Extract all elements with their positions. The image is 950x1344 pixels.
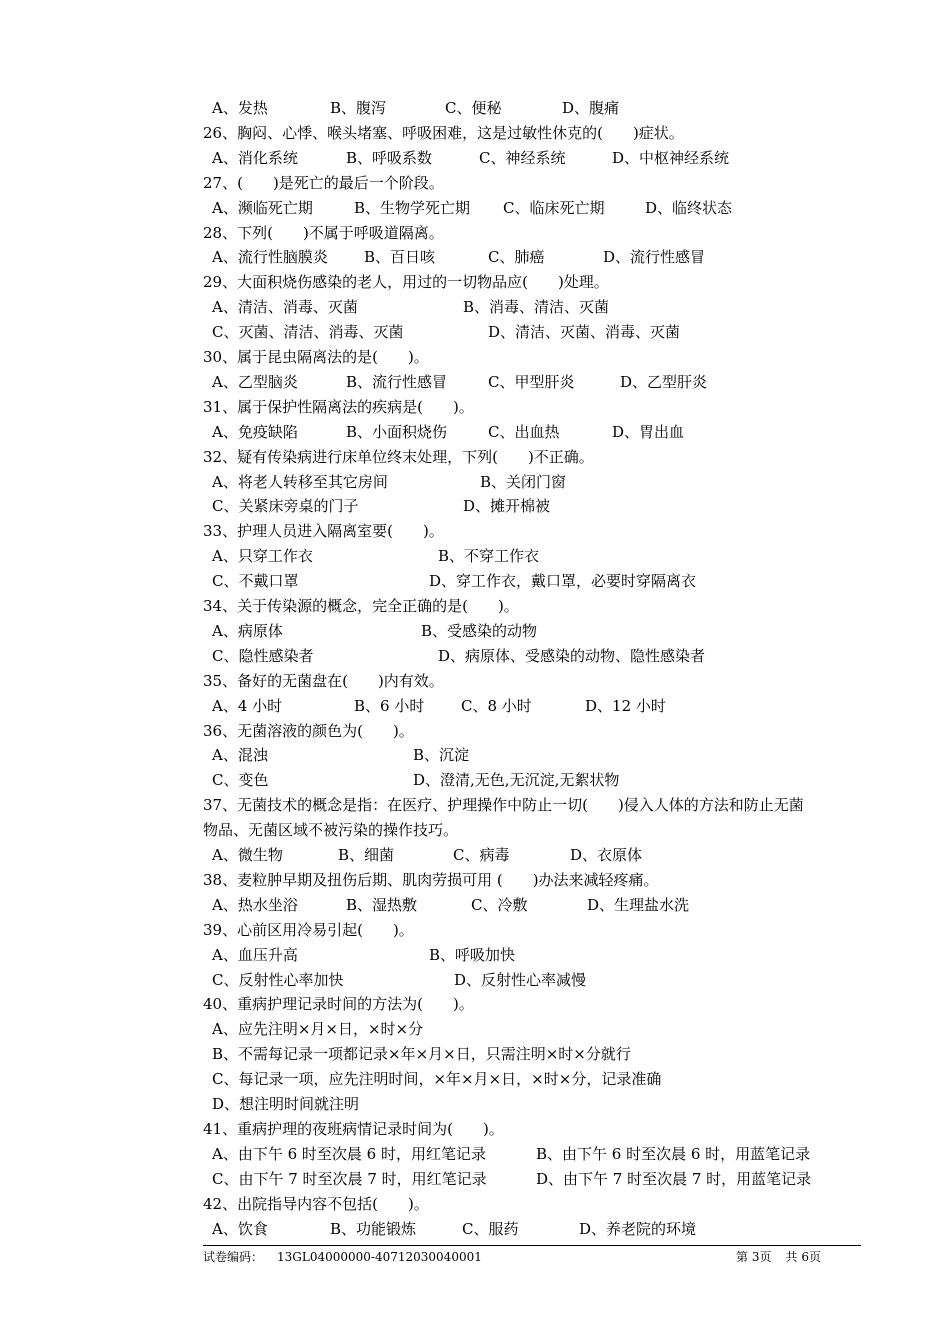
answer-option: D、养老院的环境 — [579, 1219, 697, 1238]
answer-option: A、乙型脑炎 — [212, 372, 298, 391]
answer-option: D、中枢神经系统 — [612, 148, 730, 167]
answer-option: D、生理盐水洗 — [587, 895, 690, 914]
option-row — [0, 644, 950, 669]
answer-option: D、腹痛 — [562, 99, 620, 117]
answer-option: A、应先注明×月×日，×时×分 — [212, 1020, 424, 1039]
answer-option: C、临床死亡期 — [503, 198, 605, 217]
answer-option: C、关紧床旁桌的门子 — [212, 497, 359, 516]
answer-option: C、灭菌、清洁、消毒、灭菌 — [212, 323, 404, 342]
option-row — [0, 96, 950, 121]
answer-option: A、濒临死亡期 — [212, 198, 313, 217]
question-text: 39、心前区用冷易引起( )。 — [203, 920, 414, 939]
answer-option: D、反射性心率减慢 — [454, 970, 587, 989]
answer-option: B、不穿工作衣 — [438, 547, 540, 566]
page-number: 第 3页 共 6页 — [736, 1250, 821, 1264]
answer-option: C、病毒 — [453, 846, 510, 864]
answer-option: B、不需每记录一项都记录×年×月×日，只需注明×时×分就行 — [212, 1045, 631, 1064]
answer-option: C、由下午 7 时至次晨 7 时，用红笔记录 — [212, 1169, 487, 1188]
question-text: 26、胸闷、心悸、喉头堵塞、呼吸困难，这是过敏性休克的( )症状。 — [203, 123, 684, 142]
answer-option: A、免疫缺陷 — [212, 422, 298, 441]
answer-option: D、想注明时间就注明 — [212, 1095, 360, 1113]
question-text: 34、关于传染源的概念，完全正确的是( )。 — [203, 597, 519, 615]
answer-option: D、12 小时 — [585, 696, 666, 715]
paper-code-value: 13GL04000000-40712030040001 — [277, 1250, 482, 1264]
option-row — [0, 694, 950, 719]
answer-option: C、隐性感染者 — [212, 646, 314, 665]
answer-option: D、穿工作衣，戴口罩，必要时穿隔离衣 — [429, 572, 697, 591]
answer-option: A、消化系统 — [212, 148, 298, 167]
question-text: 27、( )是死亡的最后一个阶段。 — [203, 173, 444, 192]
answer-option: D、摊开棉被 — [463, 497, 551, 516]
answer-option: B、消毒、清洁、灭菌 — [463, 298, 610, 317]
answer-option: D、衣原体 — [570, 846, 643, 864]
answer-option: A、热水坐浴 — [212, 895, 298, 914]
answer-option: A、由下午 6 时至次晨 6 时，用红笔记录 — [212, 1144, 486, 1163]
option-row — [0, 196, 950, 221]
option-row — [0, 544, 950, 569]
option-row — [0, 569, 950, 594]
answer-option: B、功能锻炼 — [330, 1219, 417, 1238]
question-text: 42、出院指导内容不包括( )。 — [203, 1194, 429, 1213]
question-text: 31、属于保护性隔离法的疾病是( )。 — [203, 397, 474, 416]
answer-option: C、每记录一项，应先注明时间，×年×月×日，×时×分，记录准确 — [212, 1070, 662, 1089]
question-text: 32、疑有传染病进行床单位终末处理，下列( )不正确。 — [203, 447, 594, 466]
answer-option: B、沉淀 — [413, 746, 470, 765]
answer-option: A、血压升高 — [212, 945, 298, 964]
question-text: 37、无菌技术的概念是指：在医疗、护理操作中防止一切( )侵入人体的方法和防止无菌 — [203, 796, 804, 815]
answer-option: B、湿热敷 — [346, 895, 418, 914]
answer-option: A、清洁、消毒、灭菌 — [212, 298, 358, 317]
answer-option: C、反射性心率加快 — [212, 970, 344, 989]
option-row — [0, 245, 950, 270]
option-row — [0, 320, 950, 345]
answer-option: A、只穿工作衣 — [212, 547, 313, 566]
option-row — [0, 968, 950, 993]
answer-option: D、清洁、灭菌、消毒、灭菌 — [488, 323, 681, 342]
option-row — [0, 1167, 950, 1192]
answer-option: B、腹泻 — [330, 99, 387, 117]
answer-option: B、由下午 6 时至次晨 6 时，用蓝笔记录 — [536, 1144, 811, 1163]
option-row — [0, 295, 950, 320]
question-text: 28、下列( )不属于呼吸道隔离。 — [203, 223, 444, 242]
question-text: 33、护理人员进入隔离室要( )。 — [203, 522, 444, 541]
option-row — [0, 420, 950, 445]
answer-option: B、细菌 — [338, 846, 395, 864]
answer-option: D、病原体、受感染的动物、隐性感染者 — [438, 646, 706, 665]
question-text: 29、大面积烧伤感染的老人，用过的一切物品应( )处理。 — [203, 273, 609, 292]
answer-option: C、出血热 — [488, 422, 560, 441]
answer-option: B、呼吸系数 — [346, 148, 433, 167]
option-row — [0, 146, 950, 171]
question-text: 40、重病护理记录时间的方法为( )。 — [203, 995, 474, 1014]
answer-option: A、发热 — [212, 99, 268, 117]
answer-option: C、8 小时 — [461, 696, 532, 715]
answer-option: D、临终状态 — [645, 198, 733, 217]
option-row — [0, 1142, 950, 1167]
answer-option: B、6 小时 — [354, 696, 425, 715]
answer-option: D、流行性感冒 — [603, 248, 706, 267]
answer-option: A、流行性脑膜炎 — [212, 248, 328, 267]
current-page: 3 — [751, 1250, 760, 1264]
answer-option: C、服药 — [462, 1219, 519, 1238]
option-row — [0, 1092, 950, 1117]
answer-option: A、混浊 — [212, 746, 268, 765]
answer-option: D、乙型肝炎 — [620, 372, 708, 391]
answer-option: C、不戴口罩 — [212, 572, 299, 591]
answer-option: C、便秘 — [445, 99, 502, 117]
answer-option: D、澄清,无色,无沉淀,无絮状物 — [413, 771, 620, 790]
answer-option: C、变色 — [212, 771, 269, 790]
answer-option: B、流行性感冒 — [346, 372, 448, 391]
answer-option: A、将老人转移至其它房间 — [212, 472, 388, 491]
option-row — [0, 743, 950, 768]
answer-option: B、百日咳 — [364, 248, 436, 267]
answer-option: A、微生物 — [212, 846, 283, 864]
question-text: 41、重病护理的夜班病情记录时间为( )。 — [203, 1119, 504, 1138]
option-row — [0, 943, 950, 968]
question-text: 35、备好的无菌盘在( )内有效。 — [203, 671, 444, 690]
question-text: 物品、无菌区域不被污染的操作技巧。 — [203, 821, 459, 840]
answer-option: C、甲型肝炎 — [488, 372, 575, 391]
paper-code — [203, 1249, 482, 1265]
question-text: 36、无菌溶液的颜色为( )。 — [203, 721, 414, 740]
option-row — [0, 370, 950, 395]
answer-option: A、饮食 — [212, 1219, 268, 1238]
answer-option: B、关闭门窗 — [480, 472, 567, 491]
option-row — [0, 1042, 950, 1067]
option-row — [0, 470, 950, 495]
option-row — [0, 768, 950, 793]
answer-option: A、4 小时 — [212, 696, 283, 715]
footer-divider — [203, 1245, 861, 1246]
option-row — [0, 494, 950, 519]
option-row — [0, 1017, 950, 1042]
question-text: 30、属于昆虫隔离法的是( )。 — [203, 348, 429, 366]
answer-option: D、胃出血 — [612, 422, 685, 441]
option-row — [0, 619, 950, 644]
answer-option: B、生物学死亡期 — [354, 198, 471, 217]
question-text: 38、麦粒肿早期及扭伤后期、肌肉劳损可用 ( )办法来减轻疼痛。 — [203, 870, 659, 889]
paper-code-label: 试卷编码： — [203, 1250, 264, 1264]
option-row — [0, 893, 950, 918]
option-row — [0, 843, 950, 868]
answer-option: B、小面积烧伤 — [346, 422, 448, 441]
answer-option: A、病原体 — [212, 621, 283, 640]
answer-option: C、肺癌 — [488, 248, 545, 267]
option-row — [0, 1067, 950, 1092]
total-pages: 6 — [801, 1250, 809, 1264]
option-row — [0, 1217, 950, 1242]
answer-option: C、神经系统 — [479, 148, 566, 167]
answer-option: D、由下午 7 时至次晨 7 时，用蓝笔记录 — [536, 1169, 812, 1188]
answer-option: C、冷敷 — [471, 895, 528, 914]
answer-option: B、受感染的动物 — [421, 621, 538, 640]
answer-option: B、呼吸加快 — [429, 945, 516, 964]
